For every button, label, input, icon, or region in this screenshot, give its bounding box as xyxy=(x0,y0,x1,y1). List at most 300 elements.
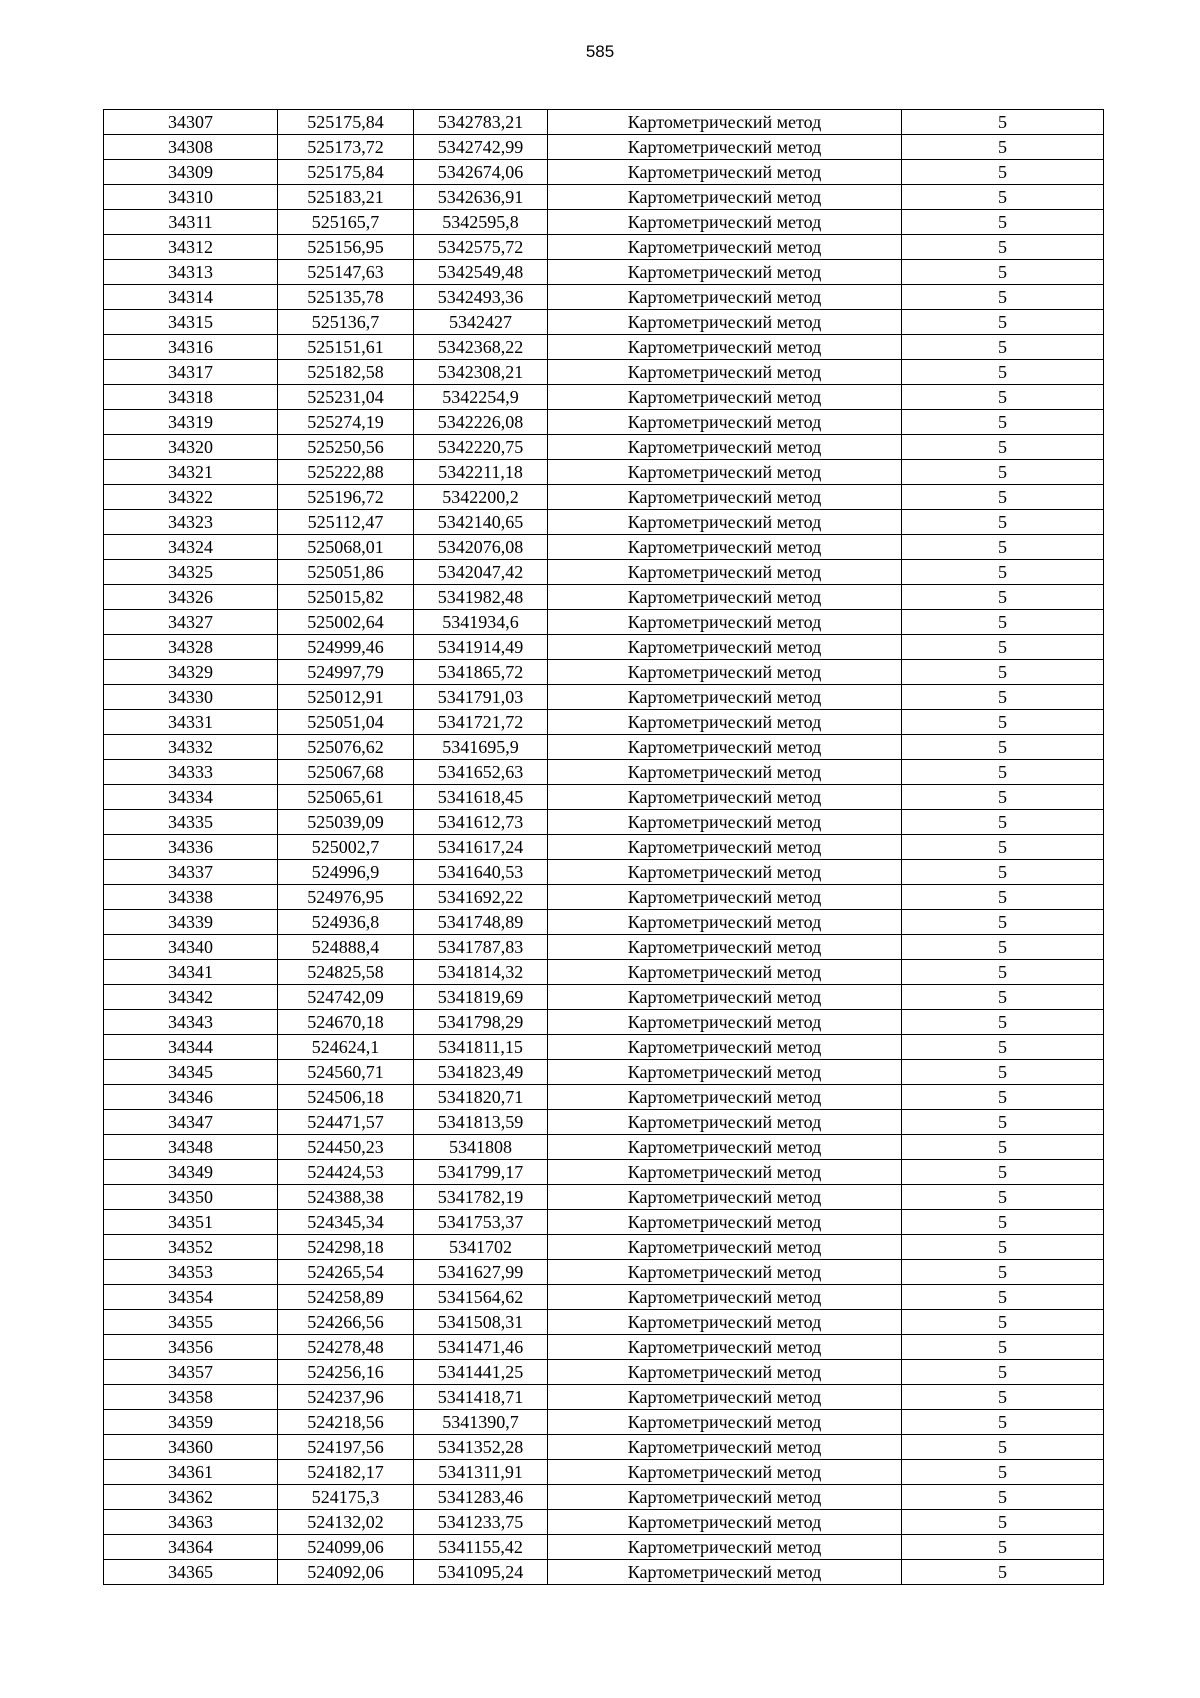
x-coordinate-cell: 524278,48 xyxy=(278,1335,414,1360)
table-row xyxy=(104,735,1104,760)
point-number-cell: 34310 xyxy=(104,185,278,210)
x-coordinate-cell: 524388,38 xyxy=(278,1185,414,1210)
y-coordinate-cell: 5341820,71 xyxy=(414,1085,548,1110)
table-row xyxy=(104,710,1104,735)
point-number-cell: 34326 xyxy=(104,585,278,610)
accuracy-cell: 5 xyxy=(902,835,1104,860)
point-number-cell: 34338 xyxy=(104,885,278,910)
table-row xyxy=(104,985,1104,1010)
x-coordinate-cell: 524999,46 xyxy=(278,635,414,660)
x-coordinate-cell: 525231,04 xyxy=(278,385,414,410)
method-cell: Картометрический метод xyxy=(548,210,902,235)
method-cell: Картометрический метод xyxy=(548,510,902,535)
method-cell: Картометрический метод xyxy=(548,835,902,860)
point-number-cell: 34341 xyxy=(104,960,278,985)
table-row xyxy=(104,1235,1104,1260)
point-number-cell: 34332 xyxy=(104,735,278,760)
x-coordinate-cell: 525065,61 xyxy=(278,785,414,810)
x-coordinate-cell: 524976,95 xyxy=(278,885,414,910)
accuracy-cell: 5 xyxy=(902,1310,1104,1335)
x-coordinate-cell: 524175,3 xyxy=(278,1485,414,1510)
coordinates-table-body xyxy=(104,110,1104,1585)
method-cell: Картометрический метод xyxy=(548,460,902,485)
accuracy-cell: 5 xyxy=(902,1060,1104,1085)
point-number-cell: 34311 xyxy=(104,210,278,235)
method-cell: Картометрический метод xyxy=(548,585,902,610)
x-coordinate-cell: 524099,06 xyxy=(278,1535,414,1560)
accuracy-cell: 5 xyxy=(902,985,1104,1010)
accuracy-cell: 5 xyxy=(902,560,1104,585)
point-number-cell: 34357 xyxy=(104,1360,278,1385)
point-number-cell: 34307 xyxy=(104,110,278,135)
point-number-cell: 34317 xyxy=(104,360,278,385)
method-cell: Картометрический метод xyxy=(548,1435,902,1460)
y-coordinate-cell: 5341155,42 xyxy=(414,1535,548,1560)
method-cell: Картометрический метод xyxy=(548,1235,902,1260)
point-number-cell: 34363 xyxy=(104,1510,278,1535)
x-coordinate-cell: 524888,4 xyxy=(278,935,414,960)
point-number-cell: 34325 xyxy=(104,560,278,585)
y-coordinate-cell: 5341721,72 xyxy=(414,710,548,735)
point-number-cell: 34329 xyxy=(104,660,278,685)
point-number-cell: 34331 xyxy=(104,710,278,735)
y-coordinate-cell: 5342368,22 xyxy=(414,335,548,360)
method-cell: Картометрический метод xyxy=(548,435,902,460)
x-coordinate-cell: 525156,95 xyxy=(278,235,414,260)
method-cell: Картометрический метод xyxy=(548,1410,902,1435)
x-coordinate-cell: 525173,72 xyxy=(278,135,414,160)
x-coordinate-cell: 524218,56 xyxy=(278,1410,414,1435)
method-cell: Картометрический метод xyxy=(548,660,902,685)
x-coordinate-cell: 524506,18 xyxy=(278,1085,414,1110)
table-row xyxy=(104,560,1104,585)
point-number-cell: 34343 xyxy=(104,1010,278,1035)
accuracy-cell: 5 xyxy=(902,910,1104,935)
y-coordinate-cell: 5341748,89 xyxy=(414,910,548,935)
point-number-cell: 34320 xyxy=(104,435,278,460)
x-coordinate-cell: 525112,47 xyxy=(278,510,414,535)
table-row xyxy=(104,910,1104,935)
table-row xyxy=(104,110,1104,135)
accuracy-cell: 5 xyxy=(902,1560,1104,1585)
table-row xyxy=(104,1435,1104,1460)
accuracy-cell: 5 xyxy=(902,410,1104,435)
y-coordinate-cell: 5341813,59 xyxy=(414,1110,548,1135)
y-coordinate-cell: 5341508,31 xyxy=(414,1310,548,1335)
y-coordinate-cell: 5342254,9 xyxy=(414,385,548,410)
coordinates-table xyxy=(103,109,1104,1585)
table-row xyxy=(104,1110,1104,1135)
x-coordinate-cell: 525015,82 xyxy=(278,585,414,610)
x-coordinate-cell: 524345,34 xyxy=(278,1210,414,1235)
method-cell: Картометрический метод xyxy=(548,1560,902,1585)
method-cell: Картометрический метод xyxy=(548,735,902,760)
accuracy-cell: 5 xyxy=(902,1135,1104,1160)
y-coordinate-cell: 5342226,08 xyxy=(414,410,548,435)
point-number-cell: 34322 xyxy=(104,485,278,510)
table-row xyxy=(104,1360,1104,1385)
method-cell: Картометрический метод xyxy=(548,335,902,360)
accuracy-cell: 5 xyxy=(902,1160,1104,1185)
x-coordinate-cell: 524265,54 xyxy=(278,1260,414,1285)
x-coordinate-cell: 525250,56 xyxy=(278,435,414,460)
y-coordinate-cell: 5341799,17 xyxy=(414,1160,548,1185)
x-coordinate-cell: 524997,79 xyxy=(278,660,414,685)
table-row xyxy=(104,1135,1104,1160)
y-coordinate-cell: 5341627,99 xyxy=(414,1260,548,1285)
y-coordinate-cell: 5342047,42 xyxy=(414,560,548,585)
accuracy-cell: 5 xyxy=(902,160,1104,185)
table-row xyxy=(104,760,1104,785)
accuracy-cell: 5 xyxy=(902,1460,1104,1485)
y-coordinate-cell: 5341814,32 xyxy=(414,960,548,985)
y-coordinate-cell: 5341564,62 xyxy=(414,1285,548,1310)
y-coordinate-cell: 5342575,72 xyxy=(414,235,548,260)
point-number-cell: 34359 xyxy=(104,1410,278,1435)
point-number-cell: 34328 xyxy=(104,635,278,660)
accuracy-cell: 5 xyxy=(902,210,1104,235)
table-row xyxy=(104,410,1104,435)
method-cell: Картометрический метод xyxy=(548,560,902,585)
x-coordinate-cell: 524825,58 xyxy=(278,960,414,985)
point-number-cell: 34309 xyxy=(104,160,278,185)
x-coordinate-cell: 525068,01 xyxy=(278,535,414,560)
x-coordinate-cell: 525002,7 xyxy=(278,835,414,860)
y-coordinate-cell: 5341418,71 xyxy=(414,1385,548,1410)
y-coordinate-cell: 5341787,83 xyxy=(414,935,548,960)
point-number-cell: 34312 xyxy=(104,235,278,260)
table-row xyxy=(104,935,1104,960)
table-row xyxy=(104,1385,1104,1410)
method-cell: Картометрический метод xyxy=(548,535,902,560)
table-row xyxy=(104,1335,1104,1360)
x-coordinate-cell: 525136,7 xyxy=(278,310,414,335)
y-coordinate-cell: 5341782,19 xyxy=(414,1185,548,1210)
table-row xyxy=(104,1260,1104,1285)
accuracy-cell: 5 xyxy=(902,235,1104,260)
y-coordinate-cell: 5342200,2 xyxy=(414,485,548,510)
point-number-cell: 34319 xyxy=(104,410,278,435)
table-row xyxy=(104,1060,1104,1085)
y-coordinate-cell: 5341753,37 xyxy=(414,1210,548,1235)
table-row xyxy=(104,685,1104,710)
method-cell: Картометрический метод xyxy=(548,1185,902,1210)
accuracy-cell: 5 xyxy=(902,1485,1104,1510)
accuracy-cell: 5 xyxy=(902,885,1104,910)
point-number-cell: 34348 xyxy=(104,1135,278,1160)
y-coordinate-cell: 5342549,48 xyxy=(414,260,548,285)
x-coordinate-cell: 524092,06 xyxy=(278,1560,414,1585)
point-number-cell: 34353 xyxy=(104,1260,278,1285)
table-row xyxy=(104,1535,1104,1560)
table-row xyxy=(104,585,1104,610)
x-coordinate-cell: 525039,09 xyxy=(278,810,414,835)
accuracy-cell: 5 xyxy=(902,635,1104,660)
x-coordinate-cell: 524450,23 xyxy=(278,1135,414,1160)
table-row xyxy=(104,660,1104,685)
accuracy-cell: 5 xyxy=(902,860,1104,885)
point-number-cell: 34313 xyxy=(104,260,278,285)
point-number-cell: 34345 xyxy=(104,1060,278,1085)
point-number-cell: 34333 xyxy=(104,760,278,785)
method-cell: Картометрический метод xyxy=(548,1285,902,1310)
table-row xyxy=(104,360,1104,385)
method-cell: Картометрический метод xyxy=(548,385,902,410)
accuracy-cell: 5 xyxy=(902,1035,1104,1060)
table-row xyxy=(104,1185,1104,1210)
accuracy-cell: 5 xyxy=(902,1185,1104,1210)
x-coordinate-cell: 524471,57 xyxy=(278,1110,414,1135)
point-number-cell: 34362 xyxy=(104,1485,278,1510)
table-row xyxy=(104,835,1104,860)
point-number-cell: 34344 xyxy=(104,1035,278,1060)
point-number-cell: 34318 xyxy=(104,385,278,410)
x-coordinate-cell: 525165,7 xyxy=(278,210,414,235)
accuracy-cell: 5 xyxy=(902,185,1104,210)
point-number-cell: 34323 xyxy=(104,510,278,535)
accuracy-cell: 5 xyxy=(902,785,1104,810)
accuracy-cell: 5 xyxy=(902,1360,1104,1385)
x-coordinate-cell: 524132,02 xyxy=(278,1510,414,1535)
table-row xyxy=(104,860,1104,885)
table-row xyxy=(104,460,1104,485)
y-coordinate-cell: 5341982,48 xyxy=(414,585,548,610)
x-coordinate-cell: 524936,8 xyxy=(278,910,414,935)
method-cell: Картометрический метод xyxy=(548,1460,902,1485)
point-number-cell: 34351 xyxy=(104,1210,278,1235)
point-number-cell: 34347 xyxy=(104,1110,278,1135)
method-cell: Картометрический метод xyxy=(548,1135,902,1160)
x-coordinate-cell: 524258,89 xyxy=(278,1285,414,1310)
point-number-cell: 34346 xyxy=(104,1085,278,1110)
method-cell: Картометрический метод xyxy=(548,260,902,285)
x-coordinate-cell: 525182,58 xyxy=(278,360,414,385)
x-coordinate-cell: 524182,17 xyxy=(278,1460,414,1485)
y-coordinate-cell: 5342076,08 xyxy=(414,535,548,560)
point-number-cell: 34350 xyxy=(104,1185,278,1210)
point-number-cell: 34358 xyxy=(104,1385,278,1410)
y-coordinate-cell: 5341865,72 xyxy=(414,660,548,685)
accuracy-cell: 5 xyxy=(902,685,1104,710)
method-cell: Картометрический метод xyxy=(548,1035,902,1060)
y-coordinate-cell: 5341311,91 xyxy=(414,1460,548,1485)
method-cell: Картометрический метод xyxy=(548,1160,902,1185)
method-cell: Картометрический метод xyxy=(548,1360,902,1385)
table-row xyxy=(104,485,1104,510)
x-coordinate-cell: 524670,18 xyxy=(278,1010,414,1035)
accuracy-cell: 5 xyxy=(902,1110,1104,1135)
method-cell: Картометрический метод xyxy=(548,1310,902,1335)
y-coordinate-cell: 5342220,75 xyxy=(414,435,548,460)
accuracy-cell: 5 xyxy=(902,535,1104,560)
method-cell: Картометрический метод xyxy=(548,685,902,710)
y-coordinate-cell: 5341695,9 xyxy=(414,735,548,760)
y-coordinate-cell: 5342493,36 xyxy=(414,285,548,310)
point-number-cell: 34335 xyxy=(104,810,278,835)
table-row xyxy=(104,1560,1104,1585)
accuracy-cell: 5 xyxy=(902,485,1104,510)
y-coordinate-cell: 5341617,24 xyxy=(414,835,548,860)
accuracy-cell: 5 xyxy=(902,1235,1104,1260)
method-cell: Картометрический метод xyxy=(548,1535,902,1560)
y-coordinate-cell: 5341652,63 xyxy=(414,760,548,785)
y-coordinate-cell: 5341352,28 xyxy=(414,1435,548,1460)
method-cell: Картометрический метод xyxy=(548,935,902,960)
method-cell: Картометрический метод xyxy=(548,135,902,160)
x-coordinate-cell: 525076,62 xyxy=(278,735,414,760)
y-coordinate-cell: 5342674,06 xyxy=(414,160,548,185)
table-row xyxy=(104,785,1104,810)
accuracy-cell: 5 xyxy=(902,135,1104,160)
y-coordinate-cell: 5341612,73 xyxy=(414,810,548,835)
point-number-cell: 34364 xyxy=(104,1535,278,1560)
method-cell: Картометрический метод xyxy=(548,810,902,835)
table-row xyxy=(104,1485,1104,1510)
accuracy-cell: 5 xyxy=(902,760,1104,785)
accuracy-cell: 5 xyxy=(902,1210,1104,1235)
table-row xyxy=(104,1460,1104,1485)
accuracy-cell: 5 xyxy=(902,660,1104,685)
accuracy-cell: 5 xyxy=(902,1385,1104,1410)
point-number-cell: 34337 xyxy=(104,860,278,885)
method-cell: Картометрический метод xyxy=(548,1260,902,1285)
table-row xyxy=(104,1210,1104,1235)
method-cell: Картометрический метод xyxy=(548,1010,902,1035)
x-coordinate-cell: 524237,96 xyxy=(278,1385,414,1410)
method-cell: Картометрический метод xyxy=(548,860,902,885)
accuracy-cell: 5 xyxy=(902,1435,1104,1460)
method-cell: Картометрический метод xyxy=(548,235,902,260)
x-coordinate-cell: 525175,84 xyxy=(278,160,414,185)
method-cell: Картометрический метод xyxy=(548,910,902,935)
method-cell: Картометрический метод xyxy=(548,185,902,210)
point-number-cell: 34354 xyxy=(104,1285,278,1310)
table-row xyxy=(104,960,1104,985)
method-cell: Картометрический метод xyxy=(548,410,902,435)
point-number-cell: 34327 xyxy=(104,610,278,635)
y-coordinate-cell: 5341283,46 xyxy=(414,1485,548,1510)
method-cell: Картометрический метод xyxy=(548,360,902,385)
point-number-cell: 34356 xyxy=(104,1335,278,1360)
table-row xyxy=(104,1010,1104,1035)
point-number-cell: 34342 xyxy=(104,985,278,1010)
method-cell: Картометрический метод xyxy=(548,710,902,735)
y-coordinate-cell: 5342595,8 xyxy=(414,210,548,235)
point-number-cell: 34340 xyxy=(104,935,278,960)
x-coordinate-cell: 524996,9 xyxy=(278,860,414,885)
point-number-cell: 34360 xyxy=(104,1435,278,1460)
accuracy-cell: 5 xyxy=(902,385,1104,410)
y-coordinate-cell: 5342211,18 xyxy=(414,460,548,485)
y-coordinate-cell: 5341823,49 xyxy=(414,1060,548,1085)
accuracy-cell: 5 xyxy=(902,1285,1104,1310)
y-coordinate-cell: 5342742,99 xyxy=(414,135,548,160)
accuracy-cell: 5 xyxy=(902,360,1104,385)
y-coordinate-cell: 5341233,75 xyxy=(414,1510,548,1535)
accuracy-cell: 5 xyxy=(902,335,1104,360)
table-row xyxy=(104,1310,1104,1335)
point-number-cell: 34336 xyxy=(104,835,278,860)
table-row xyxy=(104,310,1104,335)
table-row xyxy=(104,185,1104,210)
table-row xyxy=(104,385,1104,410)
accuracy-cell: 5 xyxy=(902,1010,1104,1035)
method-cell: Картометрический метод xyxy=(548,160,902,185)
x-coordinate-cell: 525175,84 xyxy=(278,110,414,135)
accuracy-cell: 5 xyxy=(902,285,1104,310)
table-row xyxy=(104,1510,1104,1535)
point-number-cell: 34308 xyxy=(104,135,278,160)
accuracy-cell: 5 xyxy=(902,260,1104,285)
point-number-cell: 34330 xyxy=(104,685,278,710)
table-row xyxy=(104,535,1104,560)
table-row xyxy=(104,160,1104,185)
accuracy-cell: 5 xyxy=(902,810,1104,835)
y-coordinate-cell: 5342140,65 xyxy=(414,510,548,535)
y-coordinate-cell: 5341618,45 xyxy=(414,785,548,810)
method-cell: Картометрический метод xyxy=(548,785,902,810)
x-coordinate-cell: 525151,61 xyxy=(278,335,414,360)
accuracy-cell: 5 xyxy=(902,1535,1104,1560)
method-cell: Картометрический метод xyxy=(548,1085,902,1110)
accuracy-cell: 5 xyxy=(902,1410,1104,1435)
x-coordinate-cell: 525051,86 xyxy=(278,560,414,585)
x-coordinate-cell: 524424,53 xyxy=(278,1160,414,1185)
table-row xyxy=(104,1285,1104,1310)
table-row xyxy=(104,260,1104,285)
y-coordinate-cell: 5342308,21 xyxy=(414,360,548,385)
accuracy-cell: 5 xyxy=(902,110,1104,135)
accuracy-cell: 5 xyxy=(902,1085,1104,1110)
point-number-cell: 34314 xyxy=(104,285,278,310)
y-coordinate-cell: 5341934,6 xyxy=(414,610,548,635)
table-row xyxy=(104,635,1104,660)
x-coordinate-cell: 525196,72 xyxy=(278,485,414,510)
x-coordinate-cell: 525051,04 xyxy=(278,710,414,735)
method-cell: Картометрический метод xyxy=(548,485,902,510)
method-cell: Картометрический метод xyxy=(548,985,902,1010)
method-cell: Картометрический метод xyxy=(548,1210,902,1235)
method-cell: Картометрический метод xyxy=(548,960,902,985)
y-coordinate-cell: 5341692,22 xyxy=(414,885,548,910)
accuracy-cell: 5 xyxy=(902,1335,1104,1360)
y-coordinate-cell: 5341095,24 xyxy=(414,1560,548,1585)
method-cell: Картометрический метод xyxy=(548,885,902,910)
accuracy-cell: 5 xyxy=(902,310,1104,335)
accuracy-cell: 5 xyxy=(902,710,1104,735)
table-row xyxy=(104,810,1104,835)
accuracy-cell: 5 xyxy=(902,960,1104,985)
x-coordinate-cell: 524197,56 xyxy=(278,1435,414,1460)
method-cell: Картометрический метод xyxy=(548,1510,902,1535)
x-coordinate-cell: 525012,91 xyxy=(278,685,414,710)
method-cell: Картометрический метод xyxy=(548,610,902,635)
table-row xyxy=(104,1410,1104,1435)
y-coordinate-cell: 5341471,46 xyxy=(414,1335,548,1360)
x-coordinate-cell: 524266,56 xyxy=(278,1310,414,1335)
method-cell: Картометрический метод xyxy=(548,635,902,660)
accuracy-cell: 5 xyxy=(902,435,1104,460)
method-cell: Картометрический метод xyxy=(548,110,902,135)
x-coordinate-cell: 525147,63 xyxy=(278,260,414,285)
point-number-cell: 34334 xyxy=(104,785,278,810)
y-coordinate-cell: 5342636,91 xyxy=(414,185,548,210)
accuracy-cell: 5 xyxy=(902,585,1104,610)
x-coordinate-cell: 525222,88 xyxy=(278,460,414,485)
method-cell: Картометрический метод xyxy=(548,760,902,785)
y-coordinate-cell: 5341441,25 xyxy=(414,1360,548,1385)
y-coordinate-cell: 5342427 xyxy=(414,310,548,335)
